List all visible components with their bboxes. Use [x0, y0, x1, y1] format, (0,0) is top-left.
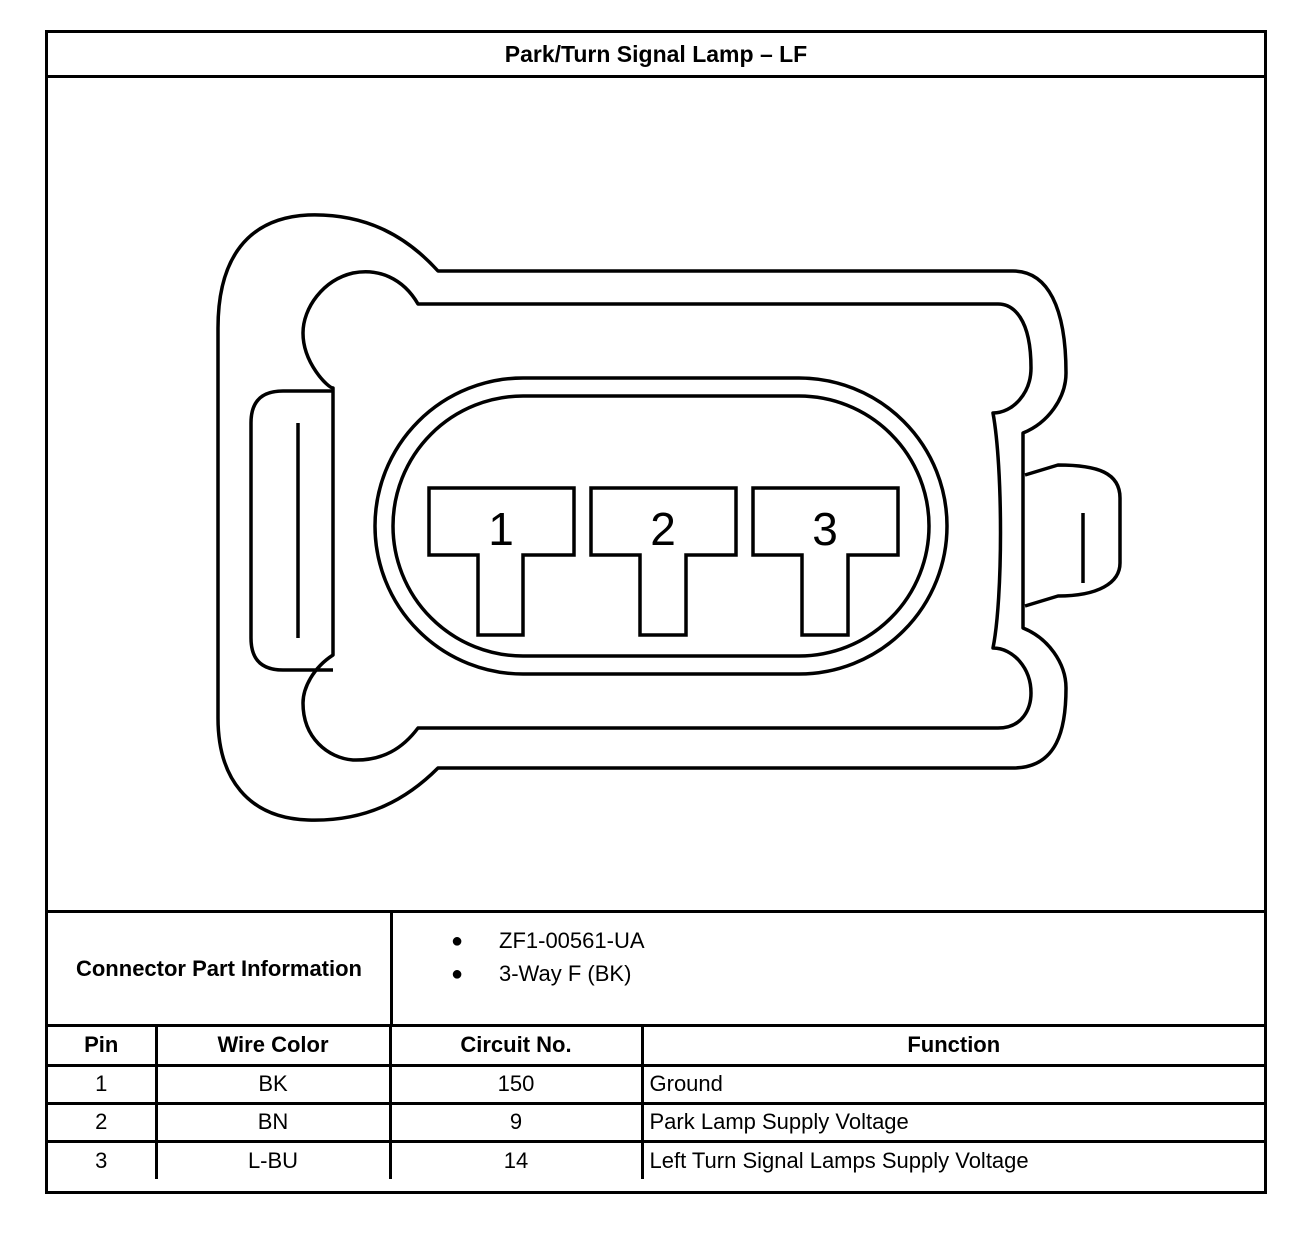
pin-function: Park Lamp Supply Voltage [642, 1103, 1264, 1141]
wire-color: BN [156, 1103, 390, 1141]
circuit-number: 9 [390, 1103, 642, 1141]
connector-description: 3-Way F (BK) [499, 961, 632, 986]
connector-diagram [48, 78, 1264, 910]
pin-number: 3 [48, 1141, 156, 1179]
bullet-icon: ● [451, 930, 464, 952]
wire-color: L-BU [156, 1141, 390, 1179]
pin-function: Ground [642, 1065, 1264, 1103]
connector-info-item [393, 960, 1264, 993]
header-wire-color: Wire Color [156, 1027, 390, 1065]
header-circuit-no: Circuit No. [390, 1027, 642, 1065]
pin-number: 2 [48, 1103, 156, 1141]
connector-face-drawing [48, 78, 1264, 910]
header-function: Function [642, 1027, 1264, 1065]
pin-table [48, 1027, 1264, 1179]
pin-label-3: 3 [812, 503, 838, 555]
table-row [48, 1141, 1264, 1179]
page-title: Park/Turn Signal Lamp – LF [48, 33, 1264, 78]
pin-function: Left Turn Signal Lamps Supply Voltage [649, 1147, 1029, 1173]
connector-end-view-sheet [45, 30, 1267, 1194]
table-row [48, 1065, 1264, 1103]
connector-info-item [393, 927, 1264, 960]
header-pin: Pin [48, 1027, 156, 1065]
pin-table-header-row [48, 1027, 1264, 1065]
right-latch-tab [1025, 465, 1120, 606]
connector-part-information [48, 910, 1264, 1027]
pin-number: 1 [48, 1065, 156, 1103]
pin-label-2: 2 [650, 503, 676, 555]
left-latch [251, 391, 333, 670]
circuit-number: 150 [390, 1065, 642, 1103]
connector-info-label: Connector Part Information [48, 913, 393, 1024]
connector-info-list [393, 913, 1264, 1038]
connector-part-number: ZF1-00561-UA [499, 928, 645, 953]
circuit-number: 14 [390, 1141, 642, 1179]
bullet-icon: ● [451, 963, 464, 985]
pin-label-1: 1 [488, 503, 514, 555]
wire-color: BK [156, 1065, 390, 1103]
table-row [48, 1103, 1264, 1141]
